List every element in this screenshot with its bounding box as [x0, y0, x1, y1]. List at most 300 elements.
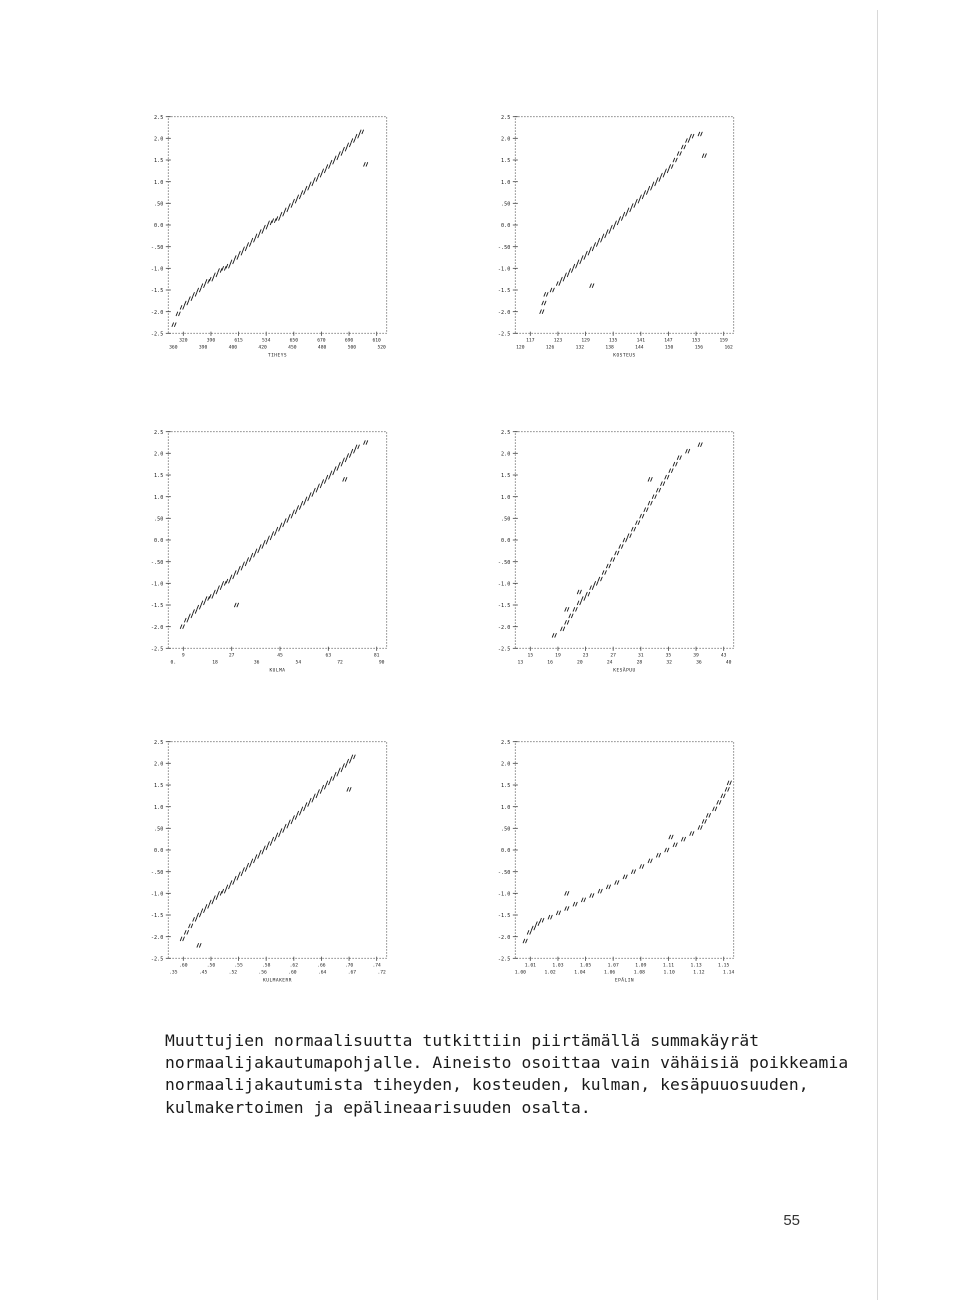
y-tick-label: -2.0 — [497, 309, 511, 316]
data-point — [627, 534, 631, 538]
data-point — [210, 900, 214, 904]
data-point — [727, 781, 731, 785]
x-axis-variable-label: KOSTEUS — [613, 353, 636, 359]
x-tick-label-lower: 40 — [725, 660, 732, 666]
data-point — [335, 772, 339, 776]
x-tick-label-upper: 1.11 — [662, 963, 675, 969]
scan-edge-line — [877, 10, 878, 1300]
x-tick-label-lower: 36 — [253, 660, 260, 666]
x-tick-label-lower: 390 — [198, 345, 208, 351]
data-point — [335, 156, 339, 160]
y-tick-label: -2.0 — [497, 934, 511, 941]
data-point — [335, 467, 339, 471]
x-tick-label-lower: .72 — [377, 970, 386, 976]
data-point — [289, 820, 293, 824]
plot-frame — [515, 117, 733, 334]
data-point — [247, 863, 251, 867]
data-point — [193, 610, 197, 614]
x-tick-label-upper: 31 — [638, 653, 644, 659]
y-tick-label: 0.0 — [501, 538, 511, 545]
y-tick-label: 1.0 — [501, 494, 511, 501]
data-point — [180, 306, 184, 310]
data-point — [305, 803, 309, 807]
data-point — [532, 926, 536, 930]
data-point — [226, 885, 230, 889]
data-point — [623, 875, 627, 879]
data-point — [364, 163, 368, 167]
data-point — [577, 260, 581, 264]
y-tick-label: -2.5 — [497, 646, 511, 653]
data-point — [251, 859, 255, 863]
plot-epalin — [492, 725, 742, 1000]
data-point — [590, 247, 594, 251]
caption-line-3: normaalijakautumista tiheyden, kosteuden, kulman, kesäpuuosuuden, — [165, 1075, 809, 1095]
x-tick-label-lower: 18 — [212, 660, 218, 666]
data-point — [690, 832, 694, 836]
x-tick-label-upper: 135 — [608, 338, 618, 344]
x-tick-label-lower: 32 — [666, 660, 672, 666]
data-point — [297, 506, 301, 510]
y-tick-label: -1.0 — [150, 581, 164, 588]
data-point — [721, 794, 725, 798]
data-point — [193, 293, 197, 297]
x-tick-label-lower: 132 — [575, 345, 585, 351]
data-point — [318, 173, 322, 177]
y-tick-label: 2.5 — [154, 114, 164, 121]
x-tick-label-upper: 1.03 — [552, 963, 564, 969]
x-tick-label-upper: .74 — [372, 963, 381, 969]
data-point — [682, 837, 686, 841]
x-tick-label-lower: 16 — [547, 660, 553, 666]
data-point — [552, 634, 556, 638]
y-tick-label: 1.5 — [154, 158, 164, 165]
data-point — [276, 833, 280, 837]
x-tick-label-lower: 1.04 — [574, 970, 586, 976]
x-tick-label-upper: 534 — [261, 338, 271, 344]
data-point — [665, 169, 669, 173]
data-point — [205, 280, 209, 284]
data-point — [289, 204, 293, 208]
data-point — [540, 918, 544, 922]
data-point — [280, 523, 284, 527]
caption-line-2: normaalijakautumapohjalle. Aineisto osoittaa vain vähäisiä poikkeamia — [165, 1053, 849, 1073]
data-point — [222, 267, 226, 271]
data-point — [260, 850, 264, 854]
data-point — [285, 824, 289, 828]
y-tick-label: .50 — [154, 826, 164, 833]
x-tick-label-lower: 360 — [169, 345, 178, 351]
data-point — [355, 445, 359, 449]
x-tick-label-lower: .52 — [228, 970, 238, 976]
data-point — [598, 889, 602, 893]
data-point — [523, 939, 527, 943]
y-tick-label: -1.0 — [150, 266, 164, 273]
data-point — [661, 173, 665, 177]
x-tick-label-upper: .66 — [317, 963, 326, 969]
data-point — [218, 586, 222, 590]
data-point — [180, 625, 184, 629]
data-point — [201, 601, 205, 605]
y-tick-label: .50 — [154, 201, 164, 208]
data-point — [677, 152, 681, 156]
x-tick-label-upper: 141 — [636, 338, 646, 344]
x-tick-label-upper: 27 — [228, 653, 235, 659]
x-tick-label-lower: .45 — [198, 970, 208, 976]
data-point — [285, 208, 289, 212]
data-point — [582, 898, 586, 902]
x-tick-label-lower: 450 — [288, 345, 297, 351]
data-point — [364, 441, 368, 445]
y-tick-label: -2.5 — [150, 646, 164, 653]
data-point — [652, 495, 656, 499]
data-point — [205, 597, 209, 601]
y-tick-label: -2.0 — [150, 624, 164, 631]
y-tick-label: -.50 — [150, 869, 164, 876]
y-tick-label: 1.5 — [501, 783, 511, 790]
data-point — [226, 264, 230, 268]
x-tick-label-lower: 28 — [636, 660, 643, 666]
x-tick-label-lower: 1.12 — [693, 970, 705, 976]
data-point — [235, 256, 239, 260]
data-point — [235, 571, 239, 575]
y-tick-label: -.50 — [150, 244, 164, 251]
plot-frame — [168, 742, 386, 959]
data-point — [176, 312, 180, 316]
data-point — [243, 247, 247, 251]
y-tick-label: -1.5 — [497, 288, 511, 295]
data-point — [343, 478, 347, 482]
x-tick-label-lower: .64 — [317, 970, 327, 976]
y-tick-label: 1.0 — [154, 494, 164, 501]
data-point — [686, 139, 690, 143]
data-point — [222, 582, 226, 586]
data-point — [607, 885, 611, 889]
data-point — [669, 469, 673, 473]
data-point — [673, 462, 677, 466]
y-tick-label: -1.0 — [497, 266, 511, 273]
data-point — [623, 538, 627, 542]
x-tick-label-upper: 63 — [325, 653, 332, 659]
y-tick-label: .50 — [501, 201, 511, 208]
x-tick-label-upper: 1.07 — [607, 963, 619, 969]
x-tick-label-upper: 153 — [691, 338, 701, 344]
data-point — [297, 195, 301, 199]
data-point — [347, 143, 351, 147]
y-tick-label: 1.0 — [154, 804, 164, 811]
y-tick-label: 2.0 — [501, 136, 511, 143]
data-point — [230, 260, 234, 264]
x-tick-label-upper: .70 — [344, 963, 354, 969]
data-point — [360, 130, 364, 134]
data-point — [339, 462, 343, 466]
data-point — [247, 243, 251, 247]
y-tick-label: 2.0 — [154, 761, 164, 768]
x-tick-label-upper: 39 — [693, 653, 699, 659]
page-number: 55 — [783, 1212, 800, 1229]
x-tick-label-upper: 670 — [317, 338, 326, 344]
x-tick-label-upper: 690 — [344, 338, 354, 344]
data-point — [314, 794, 318, 798]
y-tick-label: 0.0 — [501, 223, 511, 230]
data-point — [222, 889, 226, 893]
data-point — [615, 551, 619, 555]
data-point — [725, 788, 729, 792]
data-point — [665, 475, 669, 479]
data-point — [239, 251, 243, 255]
data-point — [648, 478, 652, 482]
data-point — [351, 755, 355, 759]
x-tick-label-lower: 520 — [377, 345, 386, 351]
x-tick-label-lower: 0. — [170, 660, 177, 666]
data-point — [619, 217, 623, 221]
x-tick-label-upper: 27 — [610, 653, 616, 659]
data-point — [189, 614, 193, 618]
plot-frame — [515, 432, 733, 649]
x-tick-label-lower: 1.14 — [723, 970, 735, 976]
plot-tiheys — [145, 100, 395, 375]
data-point — [343, 147, 347, 151]
x-tick-label-lower: 1.10 — [663, 970, 675, 976]
data-point — [218, 269, 222, 273]
x-tick-label-upper: 45 — [277, 653, 283, 659]
data-point — [351, 139, 355, 143]
data-point — [355, 134, 359, 138]
data-point — [260, 230, 264, 234]
data-point — [193, 918, 197, 922]
data-point — [640, 195, 644, 199]
data-point — [536, 922, 540, 926]
x-tick-label-upper: 35 — [665, 653, 672, 659]
data-point — [657, 488, 661, 492]
caption-line-4: kulmakertoimen ja epälineaarisuuden osalta. — [165, 1097, 591, 1117]
y-tick-label: 2.5 — [501, 739, 511, 746]
data-point — [251, 238, 255, 242]
data-point — [565, 621, 569, 625]
data-point — [582, 597, 586, 601]
y-tick-label: 1.5 — [154, 473, 164, 480]
data-point — [573, 608, 577, 612]
x-tick-label-upper: 159 — [719, 338, 728, 344]
x-tick-label-upper: 320 — [179, 338, 188, 344]
data-point — [648, 859, 652, 863]
y-tick-label: -2.5 — [497, 956, 511, 963]
data-point — [251, 553, 255, 557]
x-tick-label-lower: 144 — [635, 345, 644, 351]
data-point — [594, 243, 598, 247]
x-axis-variable-label: KULMAKERR — [263, 978, 292, 984]
x-tick-label-upper: 117 — [526, 338, 535, 344]
x-tick-label-upper: 43 — [720, 653, 727, 659]
x-tick-label-lower: .67 — [347, 970, 357, 976]
data-point — [548, 915, 552, 919]
data-point — [627, 208, 631, 212]
data-point — [293, 816, 297, 820]
plot-frame — [168, 432, 386, 649]
data-point — [276, 217, 280, 221]
x-tick-label-upper: 610 — [372, 338, 381, 344]
data-point — [322, 480, 326, 484]
x-tick-label-upper: 9 — [181, 653, 185, 659]
data-point — [264, 540, 268, 544]
data-point — [623, 212, 627, 216]
x-tick-label-upper: 615 — [234, 338, 243, 344]
x-tick-label-upper: 390 — [206, 338, 216, 344]
data-point — [247, 558, 251, 562]
data-point — [326, 475, 330, 479]
data-point — [602, 234, 606, 238]
y-tick-label: -2.0 — [497, 624, 511, 631]
data-point — [702, 820, 706, 824]
data-point — [611, 225, 615, 229]
y-tick-label: -1.5 — [497, 913, 511, 920]
data-point — [243, 868, 247, 872]
figure-caption — [165, 1030, 855, 1119]
data-point — [293, 199, 297, 203]
data-point — [540, 310, 544, 314]
data-point — [673, 158, 677, 162]
data-point — [648, 501, 652, 505]
y-tick-label: .50 — [501, 826, 511, 833]
data-point — [330, 471, 334, 475]
y-tick-label: -.50 — [497, 559, 511, 566]
data-point — [197, 605, 201, 609]
x-tick-label-upper: 1.05 — [579, 963, 592, 969]
data-point — [619, 545, 623, 549]
x-tick-label-lower: 20 — [577, 660, 583, 666]
x-tick-label-lower: 420 — [258, 345, 267, 351]
data-point — [293, 510, 297, 514]
data-point — [264, 225, 268, 229]
x-axis-variable-label: EPÄLIN — [614, 978, 635, 984]
x-axis-variable-label: KESÄPUU — [613, 668, 636, 674]
plot-kosteus — [492, 100, 742, 375]
data-point — [561, 277, 565, 281]
data-point — [544, 293, 548, 297]
data-point — [255, 549, 259, 553]
x-tick-label-upper: .62 — [289, 963, 299, 969]
data-point — [285, 519, 289, 523]
data-point — [310, 798, 314, 802]
y-tick-label: -2.0 — [150, 934, 164, 941]
data-point — [185, 618, 189, 622]
data-point — [707, 814, 711, 818]
data-point — [615, 221, 619, 225]
y-tick-label: 1.0 — [501, 804, 511, 811]
data-point — [657, 178, 661, 182]
data-point — [632, 527, 636, 531]
x-tick-label-lower: 1.02 — [544, 970, 556, 976]
data-point — [698, 443, 702, 447]
data-point — [326, 781, 330, 785]
data-point — [347, 454, 351, 458]
x-tick-label-lower: 120 — [516, 345, 525, 351]
data-point — [590, 586, 594, 590]
y-tick-label: 2.5 — [501, 429, 511, 436]
data-point — [698, 826, 702, 830]
data-point — [210, 595, 214, 599]
data-point — [239, 566, 243, 570]
data-point — [602, 571, 606, 575]
x-tick-label-lower: 24 — [606, 660, 613, 666]
data-point — [577, 590, 581, 594]
x-tick-label-lower: 1.00 — [514, 970, 526, 976]
data-point — [214, 590, 218, 594]
data-point — [280, 212, 284, 216]
plot-kesapuu — [492, 415, 742, 690]
x-tick-label-lower: 500 — [347, 345, 357, 351]
data-point — [180, 937, 184, 941]
data-point — [565, 892, 569, 896]
y-tick-label: 0.0 — [154, 538, 164, 545]
data-point — [339, 768, 343, 772]
y-tick-label: 0.0 — [501, 848, 511, 855]
data-point — [690, 134, 694, 138]
x-tick-label-upper: 1.09 — [635, 963, 647, 969]
data-point — [210, 277, 214, 281]
data-point — [648, 186, 652, 190]
x-tick-label-upper: .60 — [179, 963, 188, 969]
data-point — [297, 811, 301, 815]
x-tick-label-upper: .50 — [206, 963, 216, 969]
y-tick-label: 2.0 — [154, 136, 164, 143]
y-tick-label: 2.0 — [154, 451, 164, 458]
data-point — [280, 829, 284, 833]
data-point — [172, 323, 176, 327]
data-point — [201, 909, 205, 913]
data-point — [594, 582, 598, 586]
y-tick-label: 0.0 — [154, 848, 164, 855]
data-point — [677, 456, 681, 460]
y-tick-label: -1.5 — [497, 603, 511, 610]
y-tick-label: -1.0 — [497, 891, 511, 898]
data-point — [632, 870, 636, 874]
data-point — [314, 178, 318, 182]
y-tick-label: 1.5 — [501, 473, 511, 480]
data-point — [686, 449, 690, 453]
data-point — [272, 837, 276, 841]
data-point — [669, 835, 673, 839]
x-tick-label-lower: 480 — [317, 345, 327, 351]
data-point — [347, 788, 351, 792]
x-tick-label-lower: 400 — [228, 345, 238, 351]
data-point — [702, 154, 706, 158]
y-tick-label: 2.0 — [501, 451, 511, 458]
data-point — [569, 269, 573, 273]
y-tick-label: -2.0 — [150, 309, 164, 316]
data-point — [326, 165, 330, 169]
x-tick-label-upper: 1.15 — [718, 963, 730, 969]
data-point — [343, 764, 347, 768]
data-point — [615, 881, 619, 885]
data-point — [272, 532, 276, 536]
data-point — [322, 785, 326, 789]
data-point — [590, 284, 594, 288]
data-point — [557, 911, 561, 915]
data-point — [632, 204, 636, 208]
data-point — [636, 521, 640, 525]
y-tick-label: 2.5 — [501, 114, 511, 121]
y-tick-label: -2.5 — [150, 331, 164, 338]
x-tick-label-upper: 650 — [289, 338, 299, 344]
data-point — [272, 219, 276, 223]
data-point — [214, 273, 218, 277]
y-tick-label: .50 — [154, 516, 164, 523]
data-point — [197, 288, 201, 292]
x-tick-label-lower: 90 — [378, 660, 385, 666]
data-point — [565, 608, 569, 612]
data-point — [268, 536, 272, 540]
data-point — [569, 614, 573, 618]
